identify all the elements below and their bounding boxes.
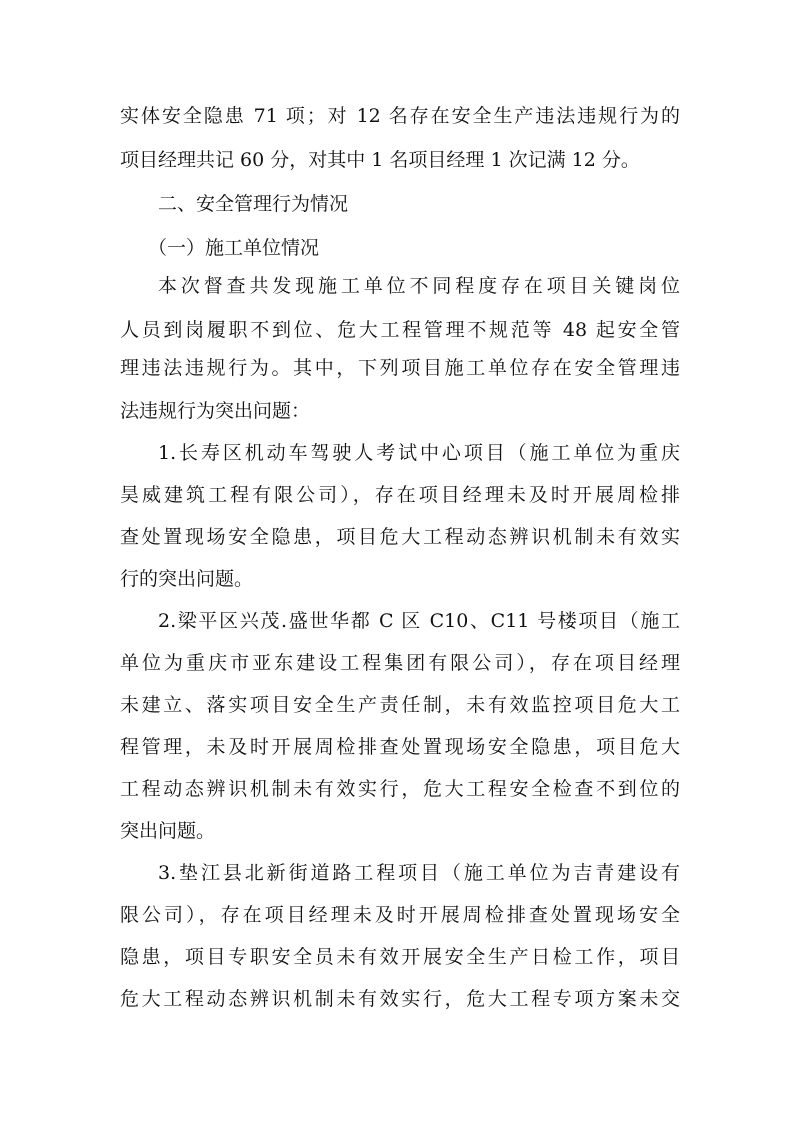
list-item-line: 昊威建筑工程有限公司），存在项目经理未及时开展周检排 bbox=[120, 484, 680, 506]
list-item-line: 3.垫江县北新街道路工程项目（施工单位为吉青建设有 bbox=[158, 862, 680, 884]
paragraph-line: 人员到岗履职不到位、危大工程管理不规范等 48 起安全管 bbox=[120, 319, 680, 341]
list-item-line: 限公司），存在项目经理未及时开展周检排查处置现场安全 bbox=[120, 904, 680, 926]
subsection-heading: （一）施工单位情况 bbox=[148, 237, 320, 259]
list-item-line: 程管理，未及时开展周检排查处置现场安全隐患，项目危大 bbox=[120, 736, 680, 758]
list-item-line: 查处置现场安全隐患，项目危大工程动态辨识机制未有效实 bbox=[120, 526, 680, 548]
list-item-line: 未建立、落实项目安全生产责任制，未有效监控项目危大工 bbox=[120, 694, 680, 716]
list-item-line: 危大工程动态辨识机制未有效实行，危大工程专项方案未交 bbox=[120, 988, 680, 1010]
paragraph-line: 理违法违规行为。其中，下列项目施工单位存在安全管理违 bbox=[120, 357, 680, 379]
paragraph-line: 实体安全隐患 71 项；对 12 名存在安全生产违法违规行为的 bbox=[120, 105, 680, 127]
list-item-line: 1.长寿区机动车驾驶人考试中心项目（施工单位为重庆 bbox=[158, 442, 680, 464]
section-heading: 二、安全管理行为情况 bbox=[158, 193, 349, 215]
list-item-line: 隐患，项目专职安全员未有效开展安全生产日检工作，项目 bbox=[120, 946, 680, 968]
list-item-line: 单位为重庆市亚东建设工程集团有限公司），存在项目经理 bbox=[120, 652, 680, 674]
list-item-line: 行的突出问题。 bbox=[120, 568, 254, 590]
list-item-line: 2.梁平区兴茂.盛世华都 C 区 C10、C11 号楼项目（施工 bbox=[158, 610, 680, 632]
list-item-line: 工程动态辨识机制未有效实行，危大工程安全检查不到位的 bbox=[120, 778, 680, 800]
list-item-line: 突出问题。 bbox=[120, 820, 216, 842]
paragraph-line: 项目经理共记 60 分，对其中 1 名项目经理 1 次记满 12 分。 bbox=[120, 149, 640, 171]
paragraph-line: 本次督查共发现施工单位不同程度存在项目关键岗位 bbox=[158, 275, 680, 297]
paragraph-line: 法违规行为突出问题： bbox=[120, 400, 311, 422]
